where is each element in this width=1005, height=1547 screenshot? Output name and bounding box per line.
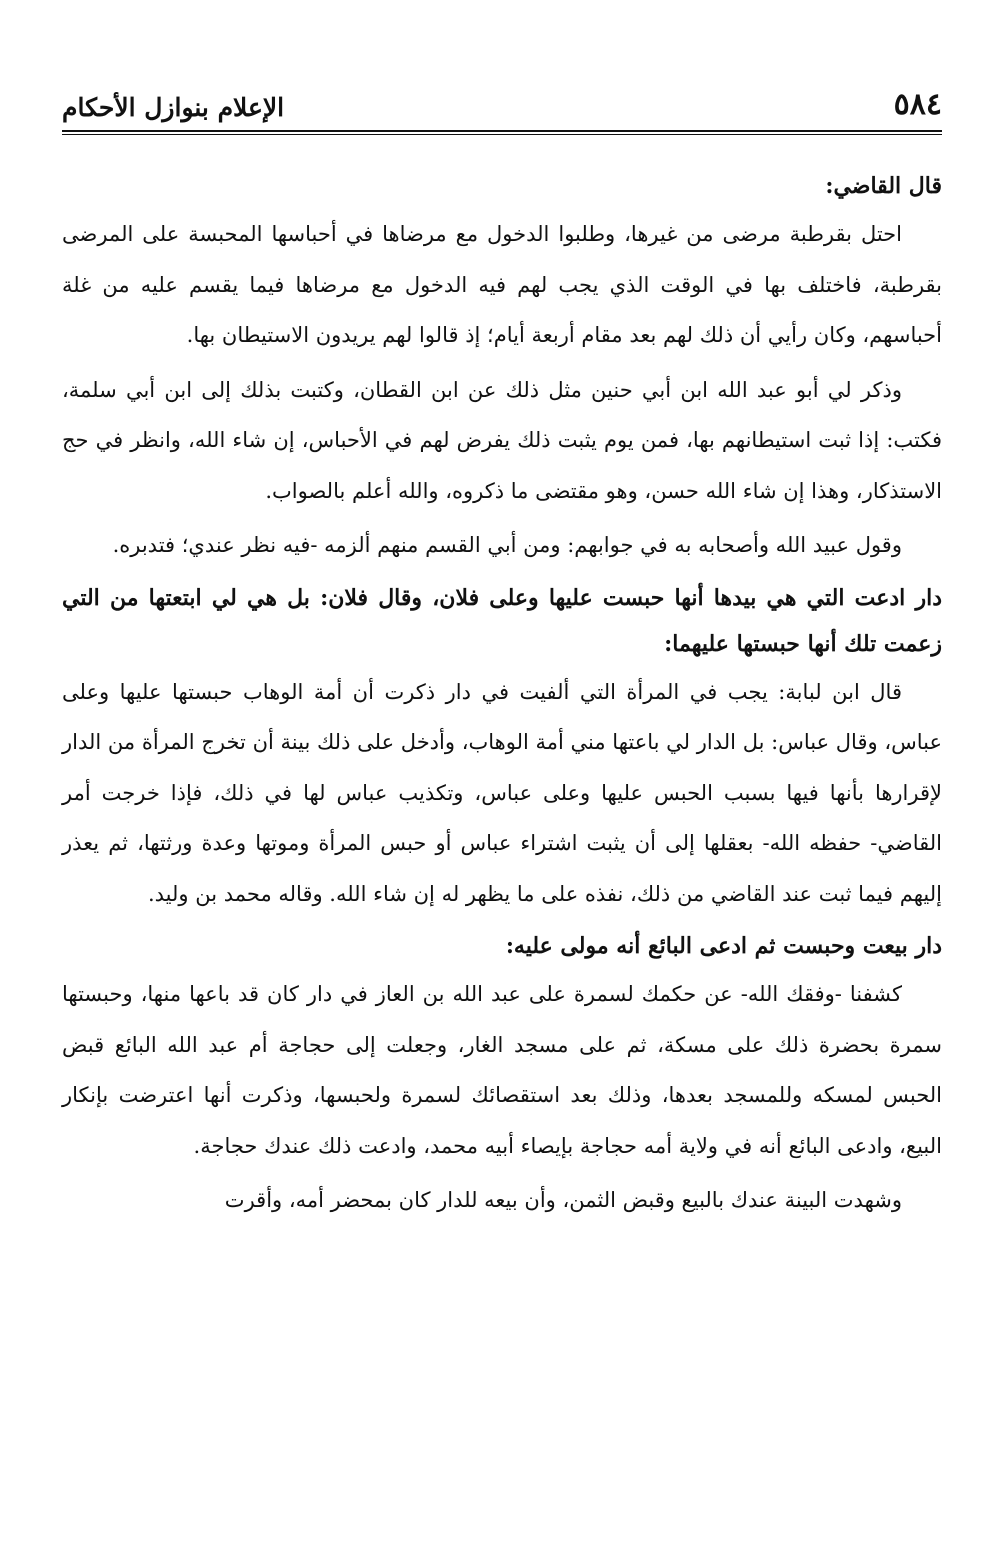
running-title: الإعلام بنوازل الأحكام [62, 93, 285, 122]
paragraph: احتل بقرطبة مرضى من غيرها، وطلبوا الدخول مع مرضاها في أحباسها المحبسة على المرضى بقرطبة، فاختلف بها في الوقت الذي يجب لهم فيه الدخول مع مرضاها فيما يقسم عليه من غلة أحباسهم، وكان رأيي أن ذلك لهم بعد مقام أربعة أيام؛ إذ قالوا لهم يريدون الاستيطان بها. [62, 222, 942, 347]
paragraph: وقول عبيد الله وأصحابه به في جوابهم: ومن أبي القسم منهم ألزمه -فيه نظر عندي؛ فتدبره. [112, 533, 902, 557]
header-rule [62, 130, 942, 132]
page-header [62, 70, 942, 122]
header-rule-thin [62, 134, 942, 135]
page-body [62, 163, 942, 1226]
section-heading-house-sold: دار بيعت وحبست ثم ادعى البائع أنه مولى عليه: [505, 933, 942, 959]
paragraph: كشفنا -وفقك الله- عن حكمك لسمرة على عبد الله بن العاز في دار كان قد باعها منها، وحبستها سمرة بحضرة ذلك على مسكة، ثم على مسجد الغار، وجعلت إلى حجاجة أم عبد الله البائع قبض الحبس لمسكه وللمسجد بعدها، وذلك بعد استقصائك لسمرة ولحبسها، وذكرت أنها اعترضت بإنكار البيع، وادعى البائع أنه في ولاية أمه حجاجة بإيصاء أبيه محمد، وادعت ذلك عندك حجاجة. [62, 982, 942, 1158]
paragraph: قال ابن لبابة: يجب في المرأة التي ألفيت في دار ذكرت أن أمة الوهاب حبستها عليها وعلى عباس، وقال عباس: بل الدار لي باعتها مني أمة الوهاب، وأدخل على ذلك بينة أن تخرج المرأة من الدار لإقرارها بأنها فيها بسبب الحبس عليها وعلى عباس، وتكذيب عباس لها في ذلك، فإذا خرجت أمر القاضي- حفظه الله- بعقلها إلى أن يثبت اشتراء عباس أو حبس المرأة وموتها وعدة ورثتها، ثم يعذر إليهم فيما ثبت عند القاضي من ذلك، نفذه على ما يظهر له إن شاء الله. وقاله محمد بن وليد. [62, 679, 942, 906]
paragraph: وذكر لي أبو عبد الله ابن أبي حنين مثل ذلك عن ابن القطان، وكتبت بذلك إلى ابن أبي سلمة، فكتب: إذا ثبت استيطانهم بها، فمن يوم يثبت ذلك يفرض لهم في الأحباس، إن شاء الله، وانظر في حج الاستذكار، وهذا إن شاء الله حسن، وهو مقتضى ما ذكروه، والله أعلم بالصواب. [62, 377, 942, 503]
section-heading-qadi: قال القاضي: [825, 173, 942, 199]
section-heading-house-claim: دار ادعت التي هي بيدها أنها حبست عليها وعلى فلان، وقال فلان: بل هي لي ابتعتها من التي زعمت تلك أنها حبستها عليهما: [62, 584, 942, 657]
book-page [62, 70, 942, 1226]
page-number: ٥٨٤ [893, 87, 942, 122]
paragraph: وشهدت البينة عندك بالبيع وقبض الثمن، وأن بيعه للدار كان بمحضر أمه، وأقرت [224, 1188, 902, 1212]
